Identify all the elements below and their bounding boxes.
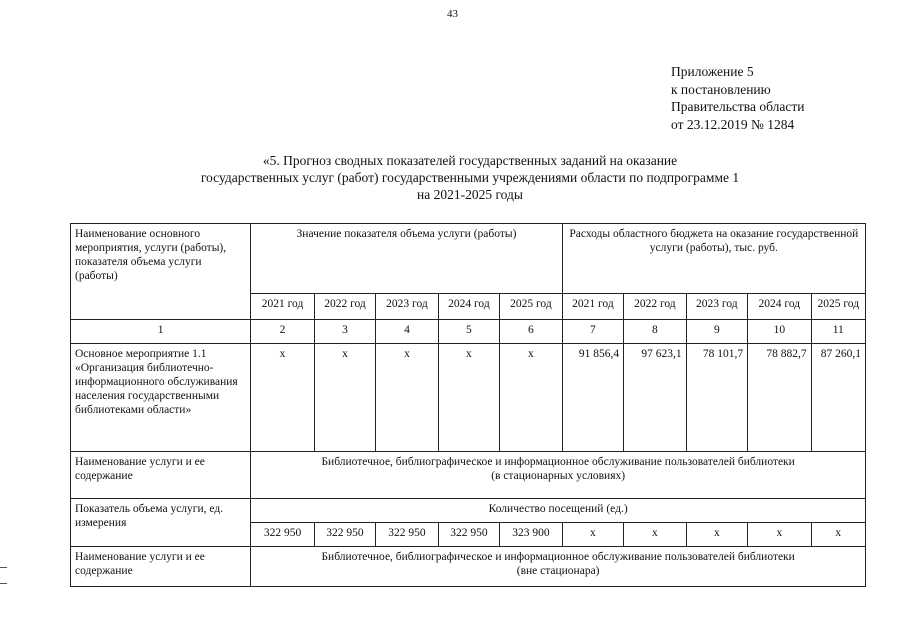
document-title <box>120 152 820 203</box>
service2-label: Наименование услуги и ее содержание <box>71 547 251 587</box>
volume-group-header: Значение показателя объема услуги (работы) <box>251 224 562 294</box>
year-header: 2022 год <box>314 294 375 320</box>
measure-value: 97 623,1 <box>624 344 686 452</box>
indicator-row <box>71 499 866 523</box>
measure-value: х <box>438 344 499 452</box>
year-header: 2022 год <box>624 294 686 320</box>
indicator-description: Количество посещений (ед.) <box>251 499 866 523</box>
col-number: 9 <box>686 320 747 344</box>
col-number: 2 <box>251 320 315 344</box>
title-line: государственных услуг (работ) государственными учреждениями области по подпрограмме 1 <box>200 170 740 185</box>
service1-description <box>251 452 866 499</box>
appendix-line: Приложение 5 <box>671 64 754 79</box>
title-line: «5. Прогноз сводных показателей государственных заданий на оказание <box>262 153 678 168</box>
title-line: на 2021-2025 годы <box>417 187 523 202</box>
indicator-value: х <box>811 523 865 547</box>
column-number-row <box>71 320 866 344</box>
year-header: 2025 год <box>500 294 563 320</box>
indicator-value: х <box>624 523 686 547</box>
appendix-line: от 23.12.2019 № 1284 <box>671 116 795 132</box>
measure-value: х <box>314 344 375 452</box>
service1-label: Наименование услуги и ее содержание <box>71 452 251 499</box>
col-number: 1 <box>71 320 251 344</box>
col-number: 6 <box>500 320 563 344</box>
indicator-value: х <box>748 523 812 547</box>
col-number: 7 <box>562 320 623 344</box>
measure-value: х <box>251 344 315 452</box>
indicator-value: 322 950 <box>314 523 375 547</box>
service1-line: (в стационарных условиях) <box>491 470 626 482</box>
year-header: 2024 год <box>438 294 499 320</box>
measure-value: х <box>500 344 563 452</box>
year-header: 2025 год <box>811 294 865 320</box>
service2-line: (вне стационара) <box>516 565 600 577</box>
indicator-label: Показатель объема услуги, ед. измерения <box>71 499 251 547</box>
measure-value: 91 856,4 <box>562 344 623 452</box>
page-number: 43 <box>447 8 458 20</box>
indicator-value: 323 900 <box>500 523 563 547</box>
service1-line: Библиотечное, библиографическое и информационное обслуживание пользователей библиотеки <box>321 456 795 468</box>
indicator-value: 322 950 <box>376 523 438 547</box>
measure-value: х <box>376 344 438 452</box>
header-row <box>71 224 866 294</box>
year-header: 2023 год <box>686 294 747 320</box>
col-number: 4 <box>376 320 438 344</box>
service2-description <box>251 547 866 587</box>
indicator-value: х <box>562 523 623 547</box>
year-header: 2024 год <box>748 294 812 320</box>
indicator-value: 322 950 <box>438 523 499 547</box>
measure-row <box>71 344 866 452</box>
year-header: 2023 год <box>376 294 438 320</box>
margin-mark <box>0 583 7 584</box>
appendix-block <box>671 63 804 133</box>
col-number: 10 <box>748 320 812 344</box>
forecast-table <box>70 223 866 587</box>
indicator-value: х <box>686 523 747 547</box>
col-number: 11 <box>811 320 865 344</box>
col-number: 5 <box>438 320 499 344</box>
col-number: 3 <box>314 320 375 344</box>
measure-value: 78 101,7 <box>686 344 747 452</box>
appendix-line: Правительства области <box>671 99 805 114</box>
col-number: 8 <box>624 320 686 344</box>
year-header: 2021 год <box>251 294 315 320</box>
margin-mark <box>0 567 7 568</box>
service2-row <box>71 547 866 587</box>
service2-line: Библиотечное, библиографическое и информационное обслуживание пользователей библиотеки <box>321 551 795 563</box>
appendix-line: к постановлению <box>671 81 771 97</box>
measure-value: 87 260,1 <box>811 344 865 452</box>
indicator-value: 322 950 <box>251 523 315 547</box>
expense-group-header: Расходы областного бюджета на оказание государственной услуги (работы), тыс. руб. <box>562 224 865 294</box>
col1-header: Наименование основного мероприятия, услуги (работы), показателя объема услуги (работы) <box>71 224 251 320</box>
service1-row <box>71 452 866 499</box>
measure-value: 78 882,7 <box>748 344 812 452</box>
measure-name: Основное мероприятие 1.1 «Организация библиотечно-информационного обслуживания населения государственными библиотеками области» <box>71 344 251 452</box>
year-header: 2021 год <box>562 294 623 320</box>
